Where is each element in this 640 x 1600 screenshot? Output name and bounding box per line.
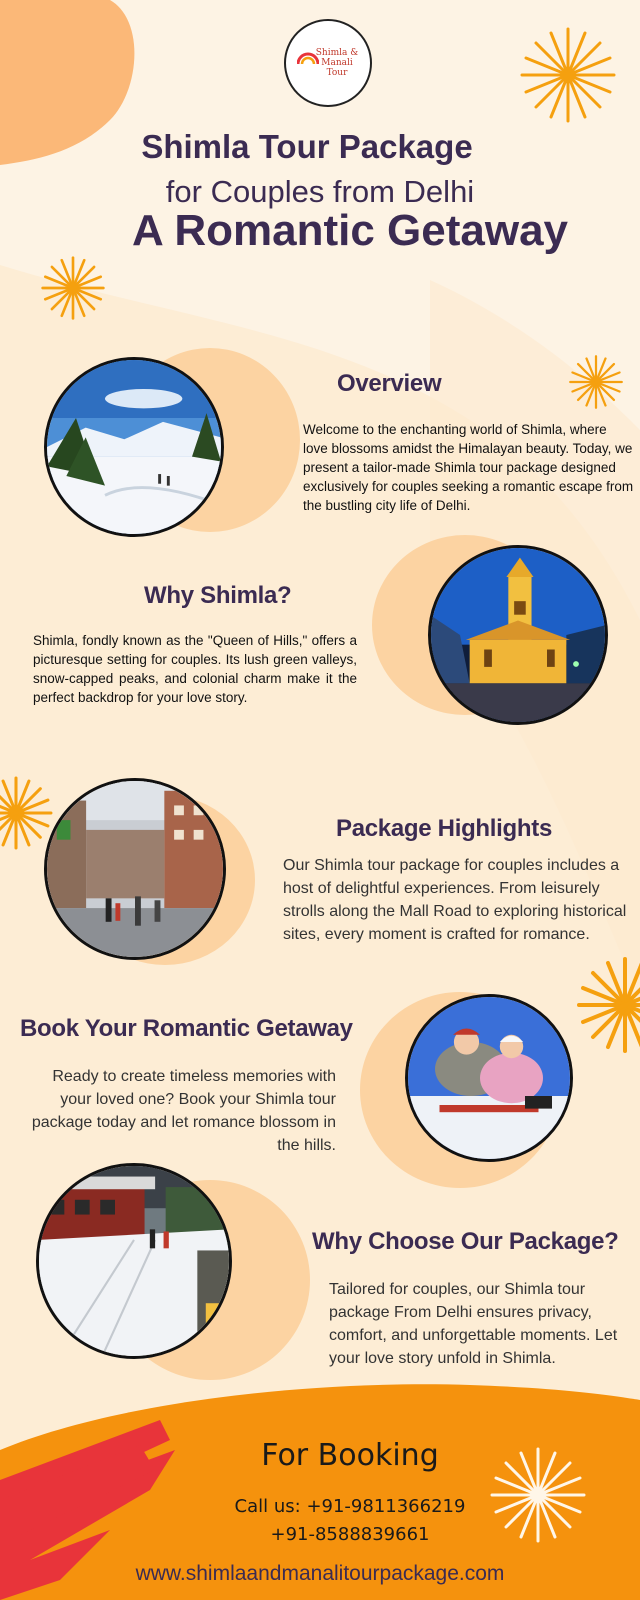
brand-logo[interactable] [284, 19, 372, 107]
sunburst-icon [0, 775, 54, 851]
booking-title: For Booking [261, 1438, 439, 1473]
page-tagline: A Romantic Getaway [131, 206, 569, 255]
photo-christ-church [428, 545, 608, 725]
why-shimla-text: Shimla, fondly known as the "Queen of Hills," offers a picturesque setting for couples. Its lush green valleys, snow-capped peaks, and colonial charm make it the perfect backdrop for your love story. [33, 633, 357, 705]
sunburst-icon [568, 354, 624, 410]
phone-number-primary[interactable]: Call us: +91-9811366219 [234, 1496, 466, 1517]
logo-line1: Shimla & [315, 48, 359, 58]
photo-snow-valley [44, 357, 224, 537]
overview-text: Welcome to the enchanting world of Shimla, where love blossoms amidst the Himalayan beauty. Today, we present a tailor-made Shimla tour package designed exclusively for couples seeking a romantic escape from the bustling city life of Delhi. [303, 422, 634, 513]
photo-couple-sled [405, 994, 573, 1162]
sunburst-icon [575, 955, 640, 1055]
sunburst-icon [518, 25, 618, 125]
highlights-text: Our Shimla tour package for couples includes a host of delightful experiences. From leisurely strolls along the Mall Road to exploring historical sites, every moment is crafted for romance. [283, 857, 627, 943]
rainbow-icon [297, 51, 319, 65]
sunburst-icon [40, 255, 106, 321]
why-shimla-heading: Why Shimla? [144, 582, 292, 609]
highlights-heading: Package Highlights [336, 815, 552, 842]
why-choose-heading: Why Choose Our Package? [312, 1228, 619, 1255]
overview-heading: Overview [337, 370, 442, 397]
phone-number-secondary[interactable]: +91-8588839661 [270, 1524, 430, 1545]
page-title: Shimla Tour Package [141, 128, 473, 165]
photo-mall-road [44, 778, 226, 960]
why-choose-text: Tailored for couples, our Shimla tour package From Delhi ensures privacy, comfort, and unforgettable moments. Let your love story unfold in Shimla. [329, 1281, 618, 1367]
page-subtitle: for Couples from Delhi [165, 174, 475, 209]
book-text: Ready to create timeless memories with your loved one? Book your Shimla tour package today and let romance blossom in the hills. [31, 1068, 336, 1154]
photo-toy-train [36, 1163, 232, 1359]
logo-line2: Manali Tour [321, 58, 353, 78]
website-link[interactable]: www.shimlaandmanalitourpackage.com [135, 1562, 505, 1585]
book-heading: Book Your Romantic Getaway [20, 1015, 353, 1042]
